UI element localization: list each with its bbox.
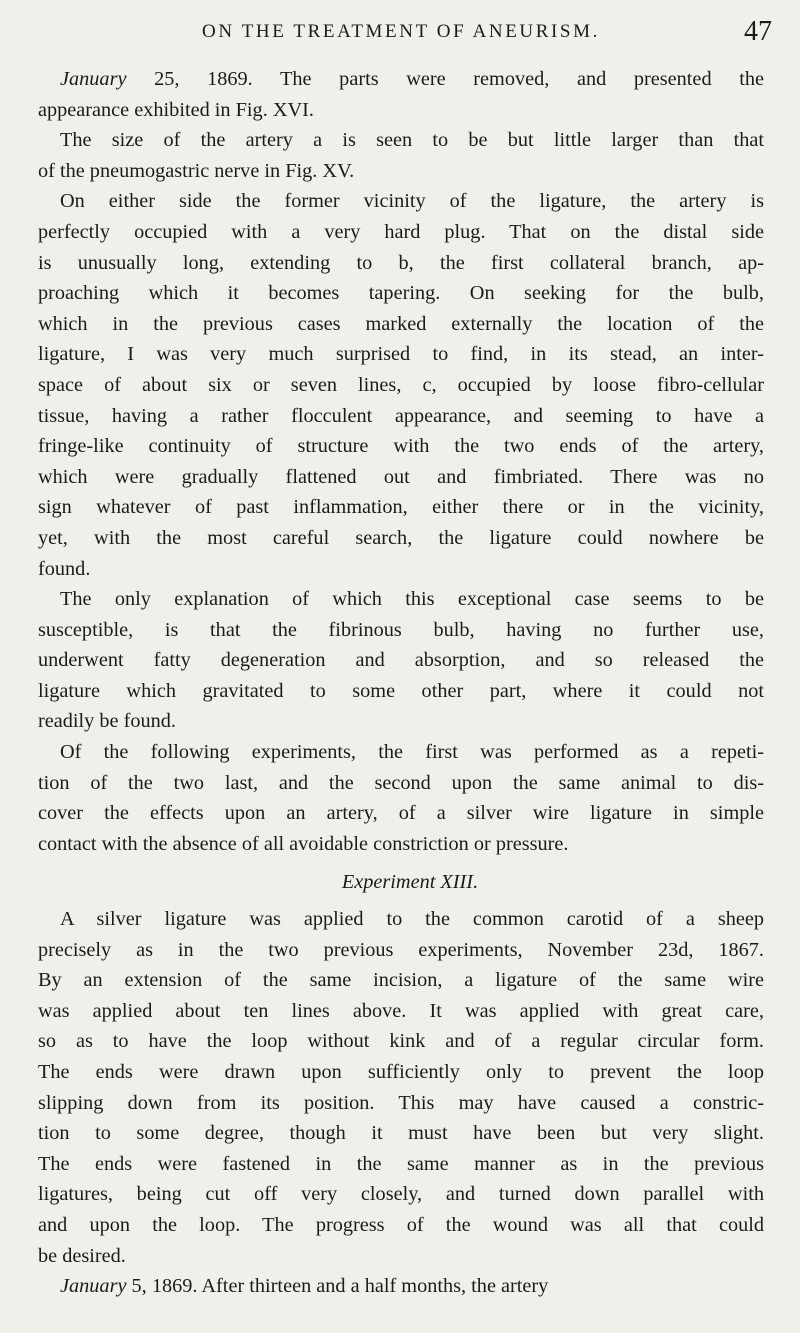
running-title: ON THE TREATMENT OF ANEURISM.: [202, 21, 600, 42]
text-line: January 25, 1869. The parts were removed, and presented the: [60, 68, 764, 90]
text-line: yet, with the most careful search, the ligature could nowhere be: [38, 526, 764, 549]
text-line: On either side the former vicinity of the ligature, the artery is: [60, 190, 764, 213]
text-line: and upon the loop. The progress of the wound was all that could: [38, 1213, 764, 1236]
text-line: proaching which it becomes tapering. On seeking for the bulb,: [38, 282, 764, 305]
text-line: tion of the two last, and the second upon the same animal to dis-: [38, 771, 764, 794]
text-line: be desired.: [38, 1244, 126, 1267]
running-head: [38, 16, 772, 48]
book-page: [38, 16, 772, 1302]
page-number: 47: [744, 16, 772, 47]
text-line: space of about six or seven lines, c, occupied by loose fibro-cellular: [38, 373, 764, 396]
text-line: January 5, 1869. After thirteen and a half months, the artery: [60, 1275, 549, 1298]
text-line: which were gradually flattened out and fimbriated. There was no: [38, 465, 764, 488]
text-line: of the pneumogastric nerve in Fig. XV.: [38, 159, 355, 182]
text-line: ligature, I was very much surprised to find, in its stead, an inter-: [38, 343, 764, 366]
text-line: appearance exhibited in Fig. XVI.: [38, 98, 314, 121]
text-line: The size of the artery a is seen to be but little larger than that: [60, 129, 764, 152]
text-line: The ends were fastened in the same manner as in the previous: [38, 1152, 764, 1175]
section-heading: Experiment XIII.: [341, 871, 479, 894]
text-line: was applied about ten lines above. It was applied with great care,: [38, 999, 764, 1022]
text-line: Of the following experiments, the first was performed as a repeti-: [60, 741, 764, 764]
body-text: [38, 64, 764, 1302]
text-line: which in the previous cases marked externally the location of the: [38, 312, 764, 335]
text-line: fringe-like continuity of structure with the two ends of the artery,: [38, 435, 764, 458]
text-line: contact with the absence of all avoidable constriction or pressure.: [38, 832, 569, 855]
text-line: tion to some degree, though it must have been but very slight.: [38, 1122, 764, 1145]
text-line: precisely as in the two previous experiments, November 23d, 1867.: [38, 938, 764, 961]
text-line: tissue, having a rather flocculent appearance, and seeming to have a: [38, 404, 764, 427]
text-line: A silver ligature was applied to the common carotid of a sheep: [60, 908, 764, 931]
text-line: so as to have the loop without kink and of a regular circular form.: [38, 1030, 764, 1053]
text-line: perfectly occupied with a very hard plug. That on the distal side: [38, 220, 764, 243]
text-line: By an extension of the same incision, a ligature of the same wire: [38, 969, 764, 992]
text-line: is unusually long, extending to b, the first collateral branch, ap-: [38, 251, 764, 274]
text-line: The only explanation of which this exceptional case seems to be: [60, 588, 764, 611]
text-line: underwent fatty degeneration and absorption, and so released the: [38, 649, 764, 672]
text-line: cover the effects upon an artery, of a silver wire ligature in simple: [38, 802, 764, 825]
text-line: The ends were drawn upon sufficiently only to prevent the loop: [38, 1061, 764, 1083]
text-line: readily be found.: [38, 710, 176, 733]
text-line: ligatures, being cut off very closely, and turned down parallel with: [38, 1183, 764, 1206]
text-line: sign whatever of past inflammation, either there or in the vicinity,: [38, 496, 764, 519]
text-line: ligature which gravitated to some other part, where it could not: [38, 679, 764, 702]
text-line: susceptible, is that the fibrinous bulb, having no further use,: [38, 618, 764, 641]
text-line: slipping down from its position. This may have caused a constric-: [38, 1091, 764, 1114]
text-line: found.: [38, 557, 91, 580]
